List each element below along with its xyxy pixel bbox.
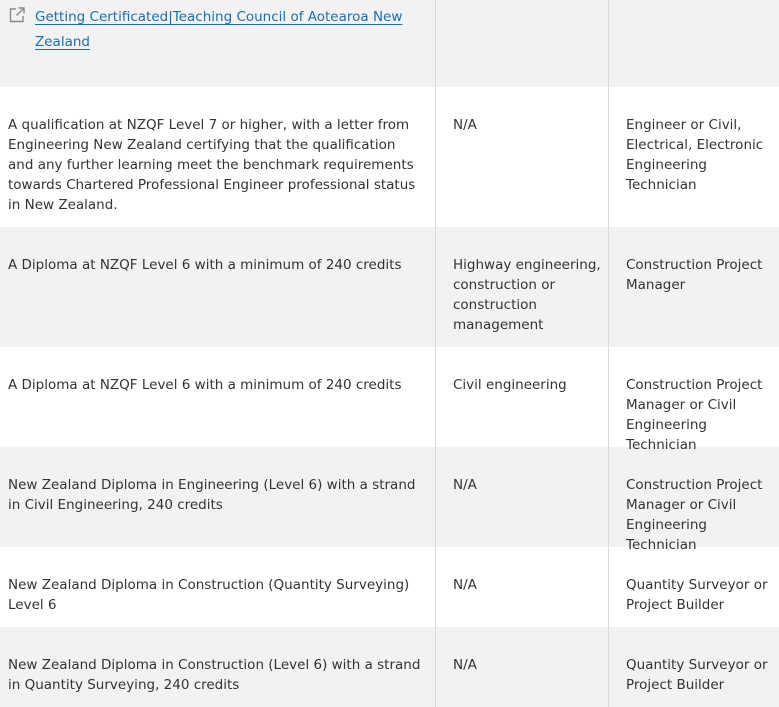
specialisation-cell: Highway engineering, construction or construction management — [436, 227, 609, 347]
table-row — [0, 347, 779, 453]
specialisation-cell: N/A — [436, 547, 609, 627]
table-row — [0, 447, 779, 553]
qualification-cell: A Diploma at NZQF Level 6 with a minimum of 240 credits — [0, 347, 436, 447]
qualification-cell: New Zealand Diploma in Construction (Level 6) with a strand in Quantity Surveying, 240 credits — [0, 627, 436, 707]
table-row — [0, 627, 779, 707]
table-row — [0, 87, 779, 227]
specialisation-cell: N/A — [436, 447, 609, 547]
role-cell: Quantity Surveyor or Project Builder — [626, 657, 768, 693]
external-link-icon — [8, 6, 26, 24]
table-row — [0, 547, 779, 627]
qualification-cell: A qualification at NZQF Level 7 or higher, with a letter from Engineering New Zealand certifying that the qualification and any further learning meet the benchmark requirements towards Chartered Professional Engineer professional status in New Zealand. — [0, 87, 436, 227]
role-cell: Engineer or Civil, Electrical, Electronic Engineering Technician — [626, 117, 764, 193]
getting-certificated-link[interactable]: Getting Certificated|Teaching Council of Aotearoa New Zealand — [35, 9, 403, 50]
qualification-cell: New Zealand Diploma in Engineering (Level 6) with a strand in Civil Engineering, 240 credits — [0, 447, 436, 547]
table-cell — [436, 0, 609, 87]
specialisation-cell: Civil engineering — [436, 347, 609, 447]
role-cell: Construction Project Manager — [626, 257, 763, 293]
role-cell: Quantity Surveyor or Project Builder — [626, 577, 768, 613]
table-row — [0, 227, 779, 347]
link-item — [8, 5, 421, 55]
specialisation-cell: N/A — [436, 627, 609, 707]
table-cell — [609, 0, 779, 87]
table-row — [0, 0, 779, 87]
qualification-cell: A Diploma at NZQF Level 6 with a minimum of 240 credits — [0, 227, 436, 347]
role-cell: Construction Project Manager or Civil Engineering Technician — [626, 477, 763, 553]
qualification-cell: New Zealand Diploma in Construction (Quantity Surveying) Level 6 — [0, 547, 436, 627]
specialisation-cell: N/A — [436, 87, 609, 227]
table-cell — [0, 0, 436, 87]
role-cell: Construction Project Manager or Civil Engineering Technician — [626, 377, 763, 453]
